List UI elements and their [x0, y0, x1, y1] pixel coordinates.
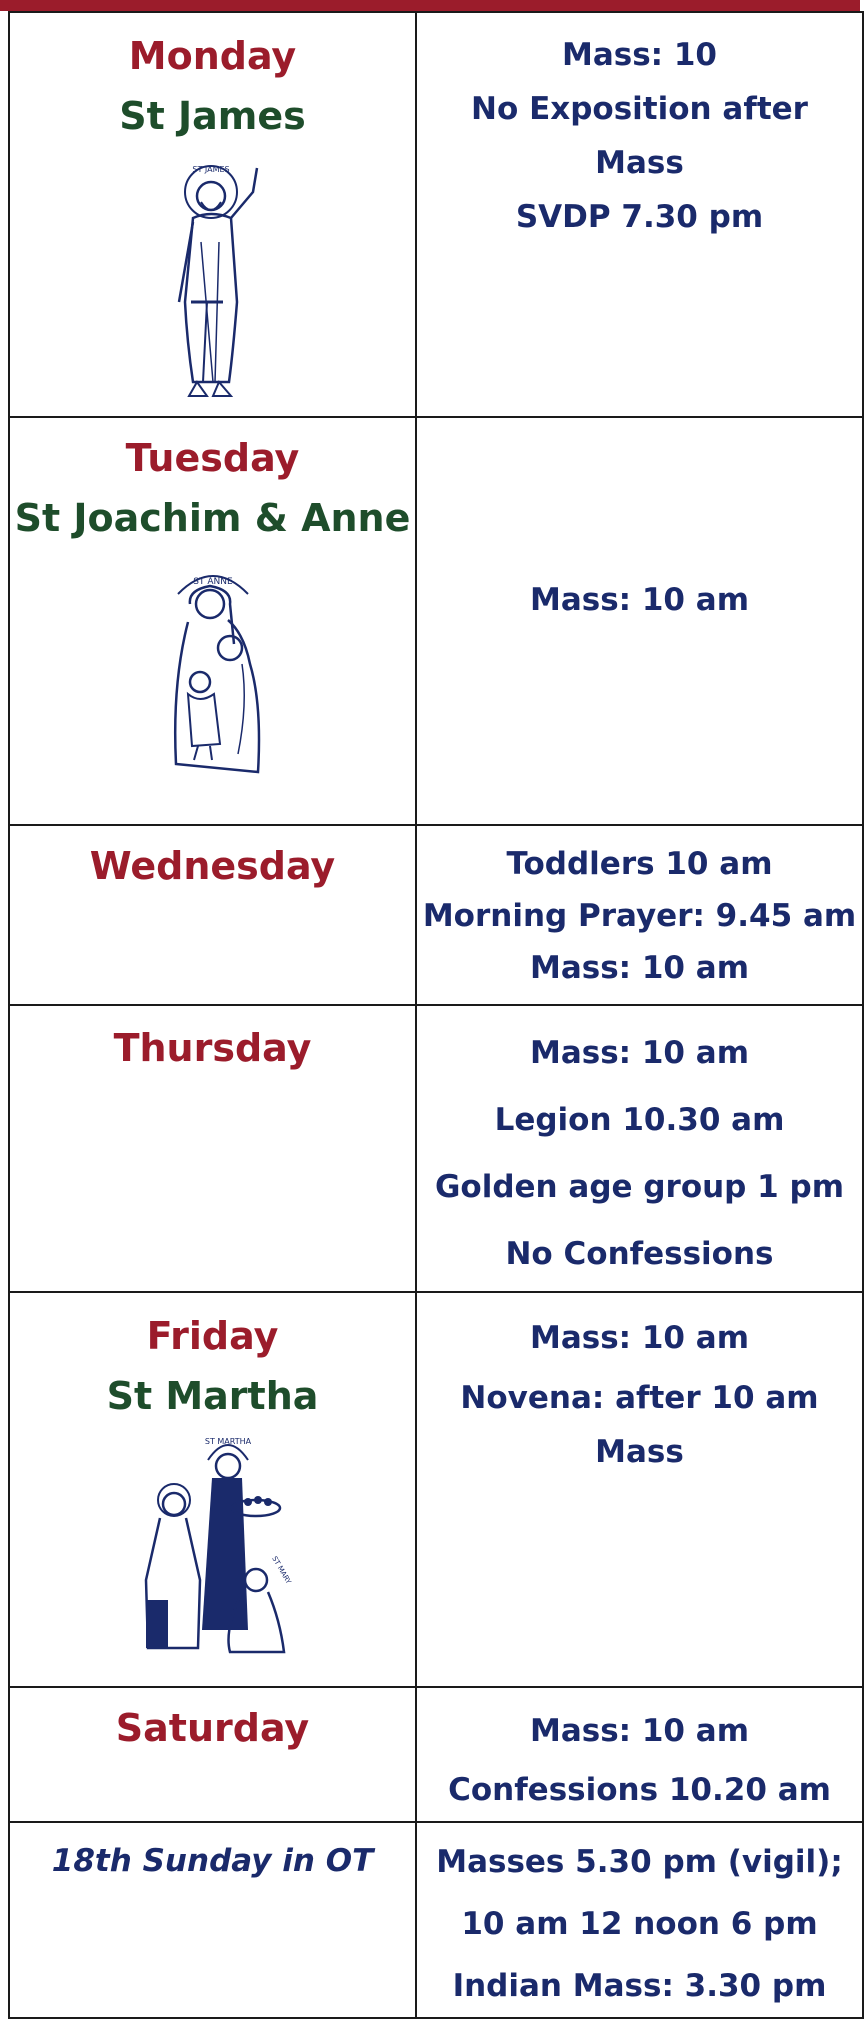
- info-line: Golden age group 1 pm: [434, 1169, 845, 1205]
- info-line: SVDP 7.30 pm: [515, 199, 764, 235]
- day-name: Thursday: [113, 1026, 312, 1070]
- info-line: Morning Prayer: 9.45 am: [422, 898, 857, 934]
- info-line: Toddlers 10 am: [506, 846, 773, 882]
- info-line: Mass: 10 am: [529, 1035, 749, 1071]
- day-cell: [9, 417, 416, 825]
- info-line: Masses 5.30 pm (vigil);: [436, 1844, 843, 1880]
- table-row: [9, 825, 863, 1005]
- info-line: Mass: 10: [562, 37, 717, 73]
- table-row: [9, 417, 863, 825]
- day-cell: [9, 12, 416, 417]
- day-name: Tuesday: [125, 436, 300, 480]
- info-line: Confessions 10.20 am: [448, 1772, 831, 1808]
- st-james-illustration: [10, 152, 415, 402]
- info-line: Mass: [595, 145, 684, 181]
- svg-text:ST MARTHA: ST MARTHA: [204, 1437, 251, 1446]
- saint-name: St Martha: [106, 1374, 319, 1418]
- info-line: Mass: 10 am: [529, 582, 749, 618]
- svg-text:ST MARY: ST MARY: [269, 1555, 292, 1586]
- table-row: [9, 12, 863, 417]
- info-line: Mass: [595, 1434, 684, 1470]
- day-cell: [9, 1005, 416, 1292]
- st-martha-illustration: [10, 1430, 415, 1660]
- info-line: Novena: after 10 am: [460, 1380, 819, 1416]
- day-name: Wednesday: [89, 844, 336, 888]
- info-line: Mass: 10 am: [529, 950, 749, 986]
- info-cell: [416, 1005, 863, 1292]
- info-cell: [416, 825, 863, 1005]
- st-anne-illustration: [10, 564, 415, 784]
- weekly-schedule-table: [8, 11, 864, 2019]
- table-row: [9, 1005, 863, 1292]
- day-cell: [9, 1292, 416, 1687]
- day-cell: [9, 825, 416, 1005]
- day-cell: [9, 1687, 416, 1822]
- saint-name: St Joachim & Anne: [14, 496, 411, 540]
- info-line: 10 am 12 noon 6 pm: [461, 1906, 818, 1942]
- svg-text:ST JAMES: ST JAMES: [191, 165, 230, 174]
- info-cell: [416, 12, 863, 417]
- info-cell: [416, 417, 863, 825]
- top-accent-bar: [0, 0, 860, 11]
- saint-name: St James: [119, 94, 306, 138]
- sunday-name: 18th Sunday in OT: [51, 1843, 374, 1879]
- day-name: Monday: [128, 34, 297, 78]
- info-line: No Exposition after: [471, 91, 808, 127]
- table-row: [9, 1822, 863, 2018]
- info-cell: [416, 1292, 863, 1687]
- info-cell: [416, 1687, 863, 1822]
- day-cell: [9, 1822, 416, 2018]
- day-name: Friday: [146, 1314, 279, 1358]
- day-name: Saturday: [115, 1706, 310, 1750]
- table-row: [9, 1292, 863, 1687]
- info-line: Mass: 10 am: [529, 1713, 749, 1749]
- svg-text:ST ANNE: ST ANNE: [192, 577, 233, 587]
- info-line: Mass: 10 am: [529, 1320, 749, 1356]
- info-line: Indian Mass: 3.30 pm: [452, 1968, 827, 2004]
- info-line: No Confessions: [505, 1236, 774, 1272]
- info-line: Legion 10.30 am: [494, 1102, 785, 1138]
- info-cell: [416, 1822, 863, 2018]
- table-row: [9, 1687, 863, 1822]
